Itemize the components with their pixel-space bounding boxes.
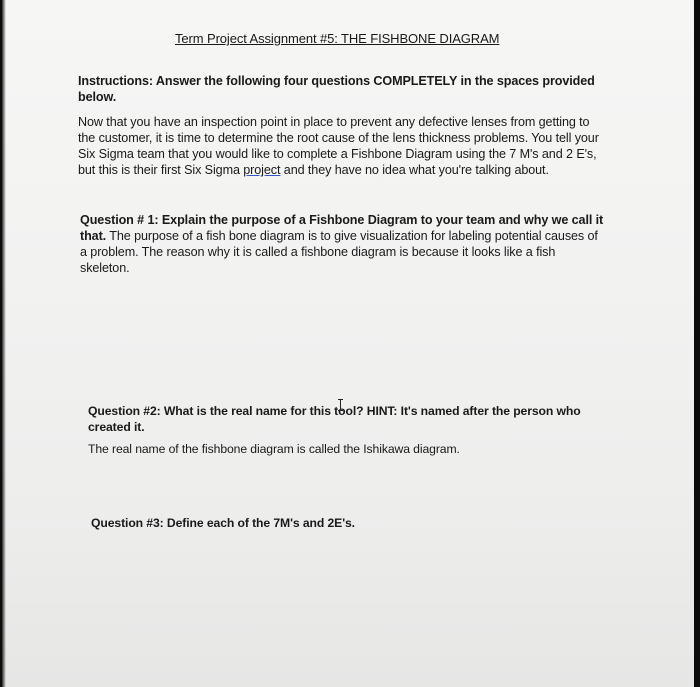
- intro-line4: [78, 162, 599, 178]
- q2-line2: created it.: [88, 420, 145, 434]
- q2-line1a: Question #2: What is the real name for this too: [88, 404, 353, 418]
- title-part1: Term Project Assignment: [175, 31, 317, 46]
- text-cursor-icon: [337, 399, 344, 411]
- document-title: [175, 31, 499, 46]
- spellcheck-word-project: project: [243, 163, 281, 177]
- intro-line2: the customer, it is time to determine the root cause of the lens thickness problems. You tell your: [78, 131, 599, 145]
- q1-prompt-b: that.: [80, 229, 107, 243]
- q1-line1: [80, 212, 603, 228]
- q1-prompt-a: Question # 1: Explain the purpose of a Fishbone Diagram: [80, 213, 418, 227]
- q2-answer: The real name of the fishbone diagram is called the Ishikawa diagram.: [88, 442, 460, 456]
- q1-answer-a: The purpose of a fish bone diagram is to give visualization for labeling potential causes of: [106, 229, 598, 243]
- intro-paragraph: [78, 114, 599, 178]
- q1-prompt-a-cont: to your team and why we call it: [417, 213, 604, 227]
- question-2: [88, 403, 581, 457]
- question-1: [80, 212, 603, 276]
- question-3: Question #3: Define each of the 7M's and 2E's.: [91, 516, 355, 530]
- q1-line3: a problem. The reason why it is called a fishbone diagram is because it looks like a fish: [80, 245, 556, 259]
- paper-edge-shadow: [2, 0, 6, 687]
- q1-line2: [80, 228, 603, 244]
- q1-line4: skeleton.: [80, 261, 130, 275]
- q2-line1b: l? HINT: It's named after the person who: [352, 404, 581, 418]
- title-part2: #5: THE FISHBONE DIAGRAM: [316, 31, 500, 46]
- paper-sheet: [2, 0, 694, 687]
- intro-line4-after: and they have no idea what you're talking about.: [280, 163, 549, 177]
- intro-line3: Six Sigma team that you would like to complete a Fishbone Diagram using the 7 M's and 2 E's,: [78, 147, 597, 161]
- intro-line1: Now that you have an inspection point in place to prevent any defective lenses from getting to: [78, 115, 590, 129]
- intro-line4-before: but this is their first Six Sigma: [78, 163, 244, 177]
- instructions-line2: below.: [78, 90, 117, 104]
- instructions-line1: Instructions: Answer the following four questions COMPLETELY in the spaces provided: [78, 74, 595, 88]
- instructions: [78, 73, 595, 105]
- q2-line1: [88, 403, 581, 419]
